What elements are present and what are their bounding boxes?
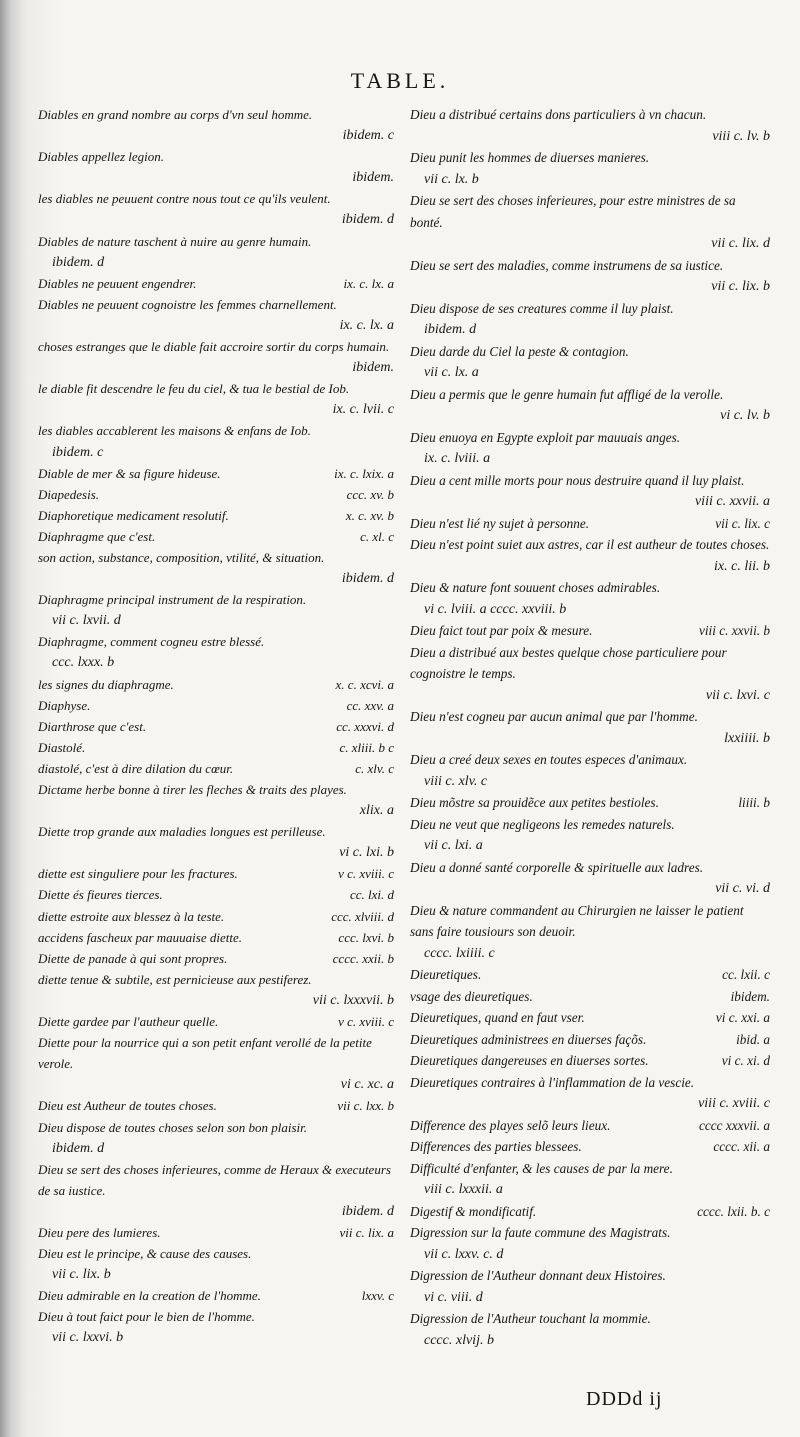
index-entry <box>38 674 394 695</box>
index-entry <box>38 1117 394 1159</box>
index-entry <box>38 547 394 589</box>
entry-text: Dieu a cent mille morts pour nous destruire quand il luy plaist. <box>410 472 745 488</box>
index-entry <box>38 695 394 716</box>
entry-text: Dieuretiques. <box>410 967 482 982</box>
entry-text: les diables ne peuuent contre nous tout ce qu'ils veulent. <box>38 191 331 207</box>
entry-reference: vii c. lxxxvii. b <box>312 992 394 1008</box>
entry-reference: vi c. lxi. b <box>339 845 394 861</box>
entry-reference: ibidem. c <box>342 128 394 144</box>
entry-reference: c. xlv. c <box>355 760 394 776</box>
index-entry <box>410 900 770 965</box>
entry-text: diette est singuliere pour les fractures. <box>38 866 238 882</box>
entry-reference: c. xl. c <box>360 528 394 544</box>
entry-text: Dieu dispose de toutes choses selon son bon plaisir. <box>38 1119 308 1135</box>
index-column-right <box>410 104 770 1351</box>
entry-reference: vii c. lxi. a <box>424 838 483 853</box>
index-entry <box>410 1265 770 1308</box>
entry-reference: cccc. lxiiii. c <box>424 945 495 961</box>
entry-text: Digestif & mondificatif. <box>410 1203 537 1219</box>
index-entry <box>410 964 770 986</box>
index-entry <box>38 1243 394 1285</box>
entry-text: Dieuretiques, quand en faut vser. <box>410 1010 585 1025</box>
entry-text: Dieu est le principe, & cause des causes. <box>38 1246 252 1262</box>
entry-reference: lxxv. c <box>361 1288 394 1304</box>
index-entry <box>38 948 394 969</box>
index-column-left <box>38 104 394 1349</box>
entry-text: Dieu mõstre sa prouidẽce aux petites bestioles. <box>410 795 659 810</box>
entry-reference: ibidem. <box>352 360 394 376</box>
entry-reference: vii c. lxxv. c. d <box>424 1246 504 1262</box>
entry-reference: cccc. xxii. b <box>332 950 394 966</box>
index-entry <box>38 716 394 737</box>
entry-reference: ibidem. d <box>341 571 394 587</box>
entry-reference: vii c. lxxvi. b <box>52 1330 124 1346</box>
index-entry <box>410 1222 770 1265</box>
index-entry <box>38 589 394 631</box>
entry-text: Diables ne peuuent cognoistre les femmes charnellement. <box>38 296 337 312</box>
entry-reference: cccc. xii. a <box>713 1139 770 1154</box>
entry-reference: viii c. xxvii. a <box>694 494 770 509</box>
index-entry <box>38 231 394 273</box>
index-entry <box>410 1308 770 1351</box>
entry-text: Diaphoretique medicament resolutif. <box>38 507 229 523</box>
entry-text: Dieu a creé deux sexes en toutes especes d'animaux. <box>410 752 688 767</box>
index-entry <box>38 1285 394 1306</box>
entry-text: Dieu & nature commandent au Chirurgien ne laisser le patient sans faire tousiours son deuoir. <box>410 902 744 939</box>
entry-text: Diable de mer & sa figure hideuse. <box>38 465 221 481</box>
index-entry <box>410 1072 770 1115</box>
index-entry <box>38 737 394 758</box>
entry-text: Dieuretiques contraires à l'inflammation de la vescie. <box>410 1074 695 1090</box>
entry-reference: viii c. lxxxii. a <box>424 1182 503 1197</box>
index-entry <box>410 513 770 535</box>
entry-text: Difference des playes selõ leurs lieux. <box>410 1117 611 1133</box>
index-entry <box>410 792 770 814</box>
index-entry <box>38 906 394 927</box>
entry-text: Dieu ne veut que negligeons les remedes naturels. <box>410 816 675 832</box>
entry-text: Differences des parties blessees. <box>410 1139 582 1154</box>
entry-reference: xlix. a <box>359 803 394 819</box>
entry-reference: ccc. lxvi. b <box>338 929 394 945</box>
entry-reference: ccc. xlviii. d <box>331 908 394 924</box>
entry-reference: ccc. lxxx. b <box>52 655 115 671</box>
entry-reference: vii c. lix. b <box>711 279 770 294</box>
entry-text: les diables accablerent les maisons & enfans de Iob. <box>38 423 311 439</box>
entry-reference: vi c. viii. d <box>424 1289 483 1305</box>
entry-reference: liiii. b <box>738 795 770 810</box>
entry-reference: ibidem. d <box>52 254 105 270</box>
entry-reference: ccc. xv. b <box>346 486 394 502</box>
entry-reference: ix. c. lx. a <box>343 275 394 291</box>
entry-reference: ix. c. lviii. a <box>424 451 491 466</box>
entry-text: Diaphragme principal instrument de la respiration. <box>38 592 307 608</box>
entry-reference: vi c. lviii. a cccc. xxviii. b <box>424 601 567 617</box>
entry-text: Dieu a distribué aux bestes quelque chose particuliere pour cognoistre le temps. <box>410 644 727 681</box>
index-entry <box>410 1115 770 1137</box>
index-entry <box>38 1222 394 1243</box>
entry-text: Dieu n'est point suiet aux astres, car il est autheur de toutes choses. <box>410 537 770 552</box>
entry-reference: cccc xxxvii. a <box>699 1117 770 1133</box>
entry-reference: cccc. lxii. b. c <box>697 1203 770 1219</box>
index-entry <box>38 969 394 1011</box>
entry-text: Digression sur la faute commune des Magistrats. <box>410 1225 671 1240</box>
index-entry <box>410 986 770 1008</box>
entry-reference: v c. xviii. c <box>338 866 394 882</box>
entry-reference: ix. c. lvii. c <box>332 402 394 418</box>
entry-text: Digression de l'Autheur touchant la mommie. <box>410 1311 651 1326</box>
entry-text: Dieu punit les hommes de diuerses manieres. <box>410 150 650 165</box>
entry-text: Dieu dispose de ses creatures comme il luy plaist. <box>410 300 674 316</box>
entry-reference: vii c. lix. a <box>339 1224 394 1240</box>
index-entry <box>38 273 394 294</box>
index-entry <box>38 505 394 526</box>
index-entry <box>38 188 394 230</box>
entry-reference: vi c. xi. d <box>721 1053 770 1068</box>
signature-mark: DDDd ij <box>586 1388 663 1410</box>
index-entry <box>38 1306 394 1348</box>
index-entry <box>38 631 394 673</box>
entry-reference: vii c. lx. b <box>424 171 479 187</box>
index-entry <box>410 534 770 577</box>
entry-reference: vii c. lxvii. d <box>52 613 121 629</box>
entry-reference: vi c. xc. a <box>340 1077 394 1093</box>
entry-text: les signes du diaphragme. <box>38 676 174 692</box>
entry-reference: vi c. xxi. a <box>715 1010 770 1025</box>
entry-text: Dieu a distribué certains dons particuliers à vn chacun. <box>410 107 707 122</box>
index-entry <box>410 814 770 857</box>
index-entry <box>38 1032 394 1095</box>
entry-text: Dieu faict tout par poix & mesure. <box>410 623 593 638</box>
index-entry <box>410 1007 770 1029</box>
entry-text: Diables en grand nombre au corps d'vn seul homme. <box>38 107 313 122</box>
entry-text: vsage des dieuretiques. <box>410 988 533 1004</box>
index-entry <box>410 104 770 147</box>
entry-text: Dieu se sert des choses inferieures, comme de Heraux & executeurs de sa iustice. <box>38 1161 391 1198</box>
entry-reference: x. c. xv. b <box>345 507 394 523</box>
index-entry <box>38 927 394 948</box>
entry-reference: vii c. lxx. b <box>337 1098 394 1114</box>
entry-text: Dieu a permis que le genre humain fut affligé de la verolle. <box>410 386 724 402</box>
entry-text: Dieu se sert des maladies, comme instrumens de sa iustice. <box>410 257 724 273</box>
entry-text: Diastolé. <box>38 739 86 755</box>
index-entry <box>410 577 770 620</box>
entry-text: Dieuretiques dangereuses en diuerses sortes. <box>410 1053 649 1068</box>
entry-text: Dieu a donné santé corporelle & spirituelle aux ladres. <box>410 859 704 875</box>
entry-reference: ibidem. <box>352 170 394 186</box>
entry-text: Dieu pere des lumieres. <box>38 1224 161 1240</box>
index-entry <box>38 863 394 884</box>
entry-reference: ix. c. lii. b <box>714 558 770 574</box>
entry-reference: ibidem. d <box>52 1140 105 1156</box>
index-entry <box>38 463 394 484</box>
entry-reference: vii c. lx. a <box>424 365 479 380</box>
entry-text: Dieu enuoya en Egypte exploit par mauuais anges. <box>410 429 681 445</box>
entry-reference: ibid. a <box>736 1031 770 1047</box>
entry-text: Diette pour la nourrice qui a son petit enfant verollé de la petite verole. <box>38 1035 372 1072</box>
entry-text: Diarthrose que c'est. <box>38 718 147 734</box>
entry-text: Diette de panade à qui sont propres. <box>38 950 228 966</box>
index-entry <box>410 642 770 707</box>
entry-reference: cc. lxii. c <box>722 967 770 982</box>
entry-reference: ibidem. <box>730 988 770 1004</box>
index-entry <box>38 884 394 905</box>
index-entry <box>410 706 770 749</box>
entry-reference: lxxiiii. b <box>724 730 770 746</box>
index-entry <box>410 427 770 470</box>
entry-text: Diette és fieures tierces. <box>38 887 163 903</box>
entry-reference: ibidem. d <box>424 322 477 337</box>
entry-reference: vii c. lix. c <box>715 515 770 531</box>
entry-text: Dieu n'est cogneu par aucun animal que par l'homme. <box>410 709 698 724</box>
entry-text: Dieu admirable en la creation de l'homme. <box>38 1288 261 1304</box>
index-entry <box>410 620 770 642</box>
index-entry <box>410 1201 770 1223</box>
index-entry <box>38 821 394 863</box>
entry-text: le diable fit descendre le feu du ciel, & tua le bestial de Iob. <box>38 381 350 397</box>
index-entry <box>410 298 770 341</box>
entry-text: Dieu à tout faict pour le bien de l'homme. <box>38 1309 255 1325</box>
index-entry <box>410 857 770 900</box>
entry-reference: vi c. lv. b <box>720 408 770 423</box>
entry-text: choses estranges que le diable fait accroire sortir du corps humain. <box>38 339 390 355</box>
entry-reference: ibidem. d <box>341 212 394 228</box>
entry-text: Dieu darde du Ciel la peste & contagion. <box>410 343 629 359</box>
entry-text: Difficulté d'enfanter, & les causes de par la mere. <box>410 1160 673 1176</box>
index-entry <box>38 104 394 146</box>
entry-reference: cccc. xlvij. b <box>424 1332 494 1348</box>
index-entry <box>410 749 770 792</box>
index-entry <box>38 1095 394 1116</box>
index-entry <box>38 758 394 779</box>
entry-text: diette estroite aux blessez à la teste. <box>38 908 225 924</box>
index-entry <box>38 484 394 505</box>
entry-reference: vii c. lxvi. c <box>705 687 770 703</box>
index-entry <box>410 190 770 255</box>
entry-text: diastolé, c'est à dire dilation du cœur. <box>38 760 234 776</box>
entry-text: Dieu se sert des choses inferieures, pour estre ministres de sa bonté. <box>410 193 736 230</box>
entry-text: diette tenue & subtile, est pernicieuse aux pestiferez. <box>38 971 312 987</box>
index-entry <box>410 1050 770 1072</box>
index-entry <box>38 1011 394 1032</box>
entry-reference: ix. c. lx. a <box>339 317 394 333</box>
index-entry <box>38 378 394 420</box>
entry-text: Dieuretiques administrees en diuerses façõs. <box>410 1031 647 1047</box>
entry-text: Diables de nature taschent à nuire au genre humain. <box>38 233 312 249</box>
entry-text: Dictame herbe bonne à tirer les fleches & traits des playes. <box>38 782 347 797</box>
index-entry <box>410 1029 770 1051</box>
entry-reference: cc. xxxvi. d <box>336 718 394 734</box>
entry-text: Diables ne peuuent engendrer. <box>38 275 197 291</box>
entry-text: Diaphyse. <box>38 697 91 713</box>
entry-text: accidens fascheux par mauuaise diette. <box>38 929 242 945</box>
entry-reference: v c. xviii. c <box>338 1014 394 1030</box>
index-entry <box>410 470 770 513</box>
entry-reference: vii c. lix. b <box>52 1267 111 1283</box>
index-entry <box>38 146 394 188</box>
entry-text: son action, substance, composition, vtilité, & situation. <box>38 549 325 565</box>
entry-text: Diette trop grande aux maladies longues est perilleuse. <box>38 824 326 840</box>
entry-reference: ibidem. c <box>52 444 104 460</box>
entry-reference: cc. xxv. a <box>346 697 394 713</box>
entry-reference: vii c. vi. d <box>715 881 770 896</box>
index-entry <box>38 526 394 547</box>
index-entry <box>38 420 394 462</box>
entry-text: Diaphragme que c'est. <box>38 528 156 544</box>
entry-reference: viii c. xxvii. b <box>699 623 770 638</box>
entry-reference: x. c. xcvi. a <box>335 676 394 692</box>
entry-text: Dieu est Autheur de toutes choses. <box>38 1098 217 1114</box>
index-entry <box>410 1136 770 1158</box>
entry-text: Diapedesis. <box>38 486 100 502</box>
entry-text: Diables appellez legion. <box>38 149 165 165</box>
index-entry <box>410 147 770 190</box>
index-entry <box>38 336 394 378</box>
entry-reference: viii c. xlv. c <box>424 773 488 789</box>
entry-reference: vii c. lix. d <box>711 236 770 251</box>
index-entry <box>38 1159 394 1222</box>
entry-text: Dieu n'est lié ny sujet à personne. <box>410 515 590 531</box>
entry-text: Diette gardee par l'autheur quelle. <box>38 1014 219 1030</box>
entry-reference: cc. lxi. d <box>349 887 394 903</box>
page-heading: TABLE. <box>350 68 450 93</box>
index-entry <box>410 255 770 298</box>
index-entry <box>38 779 394 821</box>
entry-reference: viii c. lv. b <box>712 128 770 144</box>
entry-reference: ix. c. lxix. a <box>334 465 394 481</box>
entry-reference: c. xliii. b c <box>339 739 394 755</box>
entry-text: Diaphragme, comment cogneu estre blessé. <box>38 634 265 650</box>
index-entry <box>410 1158 770 1201</box>
index-entry <box>38 294 394 336</box>
index-entry <box>410 341 770 384</box>
entry-reference: ibidem. d <box>341 1203 394 1219</box>
entry-text: Digression de l'Autheur donnant deux Histoires. <box>410 1268 666 1283</box>
entry-reference: viii c. xviii. c <box>698 1096 770 1111</box>
index-entry <box>410 384 770 427</box>
entry-text: Dieu & nature font souuent choses admirables. <box>410 580 661 595</box>
